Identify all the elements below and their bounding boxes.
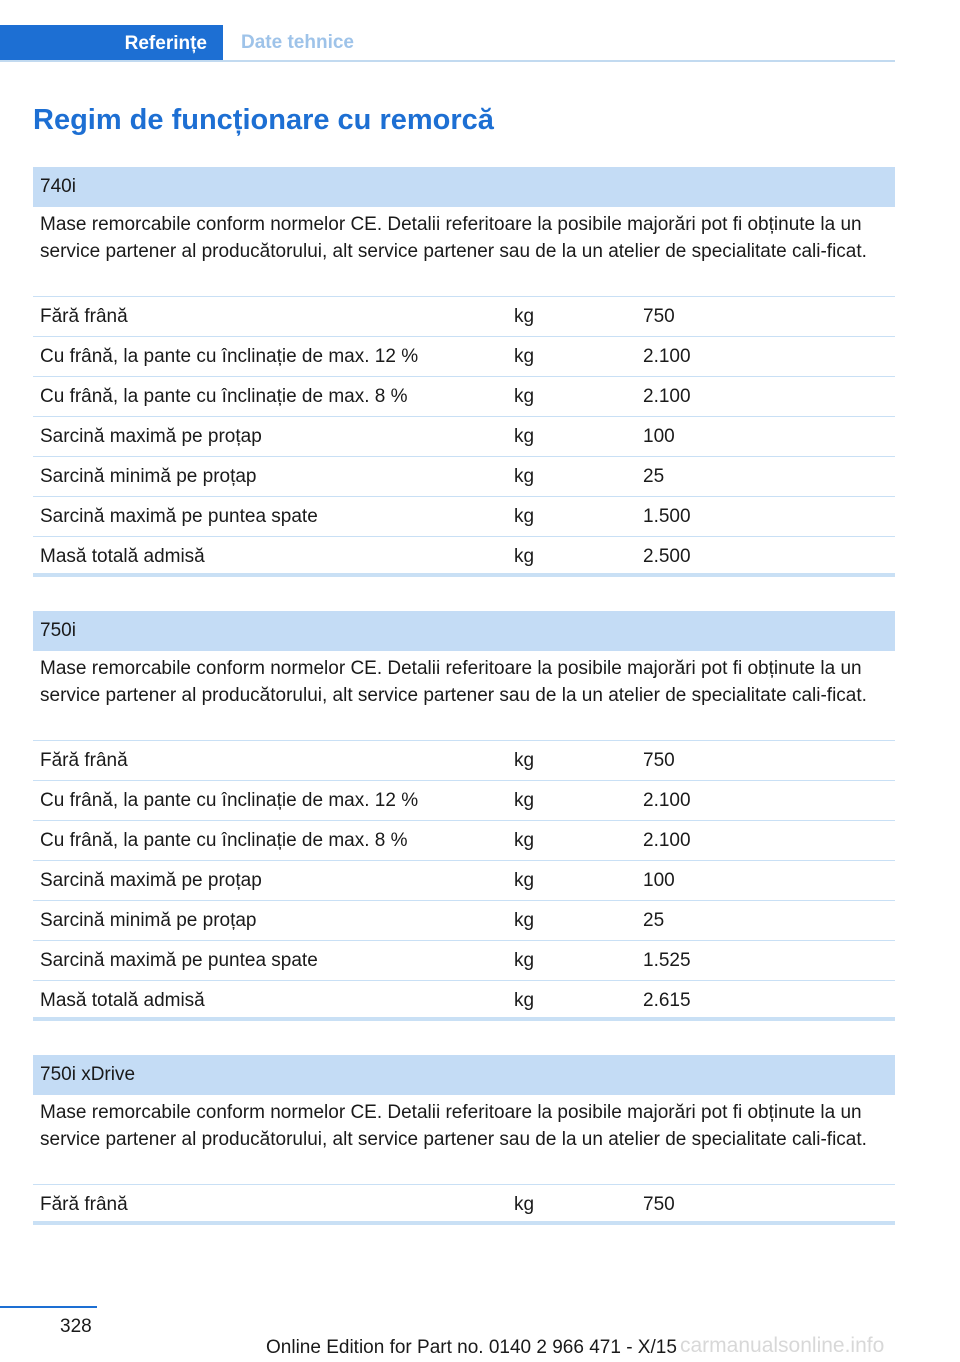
header-tabs	[0, 25, 895, 62]
row-label: Cu frână, la pante cu înclinație de max. 12 %	[40, 790, 419, 811]
row-value: 100	[643, 870, 675, 891]
row-value: 2.100	[643, 830, 691, 851]
row-value: 2.100	[643, 346, 691, 367]
section-740i	[33, 167, 895, 577]
row-value: 2.100	[643, 386, 691, 407]
row-value: 2.100	[643, 790, 691, 811]
row-unit: kg	[514, 426, 535, 447]
row-value: 25	[643, 910, 665, 931]
table-row	[33, 457, 895, 497]
table-row	[33, 861, 895, 901]
table-rows	[33, 297, 895, 577]
row-label: Cu frână, la pante cu înclinație de max. 12 %	[40, 346, 419, 367]
row-unit: kg	[514, 950, 535, 971]
row-unit: kg	[514, 546, 535, 567]
table-row	[33, 337, 895, 377]
row-value: 1.500	[643, 506, 691, 527]
row-value: 25	[643, 466, 665, 487]
section-model-header: 750i xDrive	[33, 1055, 895, 1095]
watermark: carmanualsonline.info	[680, 1334, 885, 1357]
section-750i-xdrive	[33, 1055, 895, 1225]
row-unit: kg	[514, 506, 535, 527]
row-label: Fără frână	[40, 1194, 128, 1215]
section-description: Mase remorcabile conform normelor CE. Detalii referitoare la posibile majorări pot fi obținute la un service partener al producătorului, alt service partener sau de la un atelier de specialitate cali-ficat.	[33, 651, 895, 741]
row-label: Sarcină minimă pe proțap	[40, 910, 257, 931]
row-label: Fără frână	[40, 750, 128, 771]
table-row	[33, 297, 895, 337]
row-value: 750	[643, 306, 675, 327]
row-value: 2.500	[643, 546, 691, 567]
row-label: Fără frână	[40, 306, 128, 327]
row-unit: kg	[514, 466, 535, 487]
table-row	[33, 1185, 895, 1225]
table-row	[33, 901, 895, 941]
row-label: Sarcină maximă pe puntea spate	[40, 950, 318, 971]
row-unit: kg	[514, 910, 535, 931]
edition-text: Online Edition for Part no. 0140 2 966 471 - X/15	[266, 1337, 677, 1358]
tab-date-tehnice[interactable]: Date tehnice	[241, 32, 354, 53]
section-model-header: 750i	[33, 611, 895, 651]
row-label: Masă totală admisă	[40, 546, 205, 567]
tab-underline	[0, 60, 895, 62]
page-number: 328	[60, 1316, 92, 1337]
row-unit: kg	[514, 830, 535, 851]
row-label: Sarcină maximă pe proțap	[40, 870, 262, 891]
table-row	[33, 821, 895, 861]
footer-divider	[0, 1306, 97, 1308]
table-row	[33, 741, 895, 781]
row-label: Cu frână, la pante cu înclinație de max. 8 %	[40, 386, 408, 407]
row-unit: kg	[514, 306, 535, 327]
page-title: Regim de funcționare cu remorcă	[33, 104, 494, 136]
row-unit: kg	[514, 790, 535, 811]
row-label: Cu frână, la pante cu înclinație de max. 8 %	[40, 830, 408, 851]
row-label: Sarcină maximă pe proțap	[40, 426, 262, 447]
row-unit: kg	[514, 1194, 535, 1215]
section-750i	[33, 611, 895, 1021]
table-row	[33, 941, 895, 981]
tab-referinte[interactable]: Referințe	[0, 25, 223, 62]
row-label: Sarcină minimă pe proțap	[40, 466, 257, 487]
row-value: 750	[643, 1194, 675, 1215]
table-rows	[33, 1185, 895, 1225]
row-value: 2.615	[643, 990, 691, 1011]
table-rows	[33, 741, 895, 1021]
table-row	[33, 377, 895, 417]
row-value: 1.525	[643, 950, 691, 971]
row-label: Sarcină maximă pe puntea spate	[40, 506, 318, 527]
section-description: Mase remorcabile conform normelor CE. Detalii referitoare la posibile majorări pot fi obținute la un service partener al producătorului, alt service partener sau de la un atelier de specialitate cali-ficat.	[33, 1095, 895, 1185]
table-row	[33, 981, 895, 1021]
row-unit: kg	[514, 870, 535, 891]
section-description: Mase remorcabile conform normelor CE. Detalii referitoare la posibile majorări pot fi obținute la un service partener al producătorului, alt service partener sau de la un atelier de specialitate cali-ficat.	[33, 207, 895, 297]
row-unit: kg	[514, 750, 535, 771]
row-value: 100	[643, 426, 675, 447]
table-row	[33, 781, 895, 821]
table-row	[33, 417, 895, 457]
table-row	[33, 537, 895, 577]
row-unit: kg	[514, 386, 535, 407]
row-value: 750	[643, 750, 675, 771]
row-unit: kg	[514, 346, 535, 367]
row-label: Masă totală admisă	[40, 990, 205, 1011]
table-row	[33, 497, 895, 537]
row-unit: kg	[514, 990, 535, 1011]
section-model-header: 740i	[33, 167, 895, 207]
